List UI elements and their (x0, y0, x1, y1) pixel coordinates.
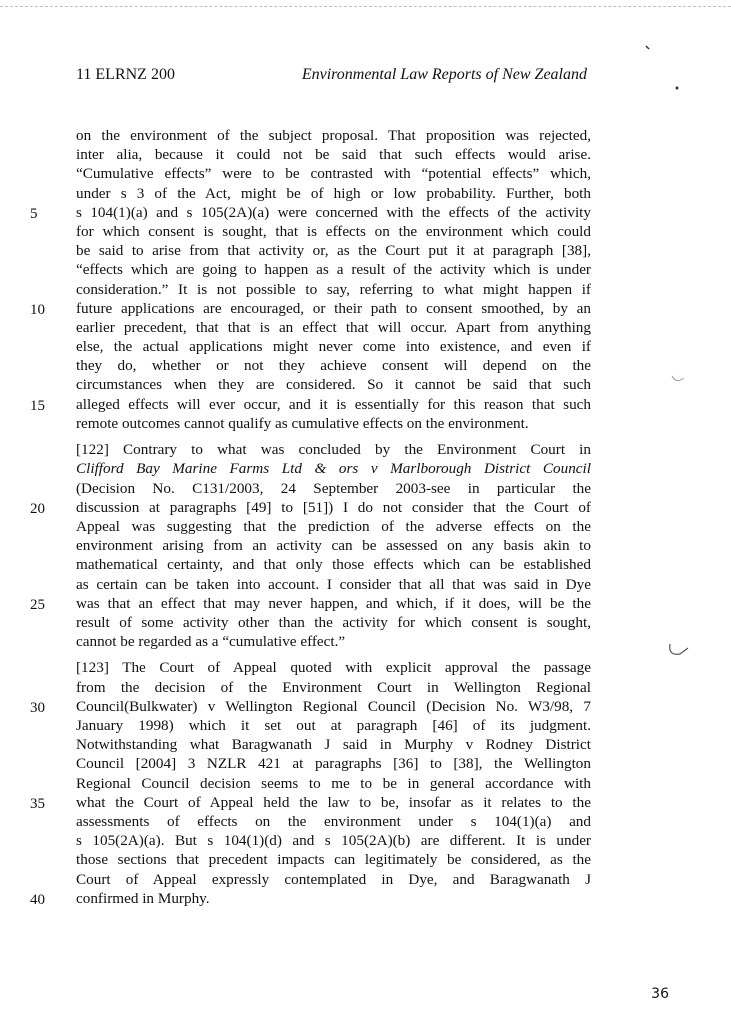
running-header (76, 66, 587, 88)
text-line: result of some activity other than the activity for which consent is sought, (76, 613, 591, 631)
text-line: “Cumulative effects” were to be contrasted with “potential effects” which, (76, 165, 591, 183)
text-line: they do, whether or not they achieve consent will depend on the (76, 357, 591, 375)
text-line: Council(Bulkwater) v Wellington Regional Council (Decision No. W3/98, 7 (76, 697, 591, 715)
text-line: what the Court of Appeal held the law to be, insofar as it relates to the (76, 793, 591, 811)
text-line: be said to arise from that activity or, as the Court put it at paragraph [38], (76, 242, 591, 260)
judgment-body (76, 126, 591, 908)
text-line: from the decision of the Environment Court in Wellington Regional (76, 678, 591, 696)
line-number: 35 (30, 796, 45, 812)
scan-speck-marks (668, 368, 698, 398)
text-line: mathematical certainty, and that only those effects which can be established (76, 556, 591, 574)
line-number: 25 (30, 597, 45, 613)
text-line: as certain can be taken into account. I consider that all that was said in Dye (76, 575, 591, 593)
text-line: was that an effect that may never happen, and which, if it does, will be the (76, 594, 591, 612)
line-number: 20 (30, 501, 45, 517)
text-line: “effects which are going to happen as a result of the activity which is under (76, 261, 591, 279)
paragraph-123 (76, 658, 591, 907)
text-line: Court of Appeal expressly contemplated in Dye, and Baragwanath J (76, 870, 591, 888)
text-line: earlier precedent, that that is an effect that will occur. Apart from anything (76, 318, 591, 336)
scan-top-rule (0, 6, 731, 7)
text-line: under s 3 of the Act, might be of high or low probability. Further, both (76, 184, 591, 202)
text-line: consideration.” It is not possible to say, referring to what might happen if (76, 280, 591, 298)
paragraph-122 (76, 440, 591, 651)
text-line: environment arising from an activity can be assessed on any basis akin to (76, 537, 591, 555)
running-head-citation: 11 ELRNZ 200 (76, 66, 175, 83)
text-line: circumstances when they are considered. So it cannot be said that such (76, 376, 591, 394)
paragraph-continued (76, 126, 591, 433)
text-line: alleged effects will ever occur, and it is essentially for this reason that such (76, 395, 591, 413)
text-line: Council [2004] 3 NZLR 421 at paragraphs [36] to [38], the Wellington (76, 755, 591, 773)
page-number: 36 (651, 986, 669, 1002)
text-line: s 104(1)(a) and s 105(2A)(a) were concerned with the effects of the activity (76, 203, 591, 221)
text-line: (Decision No. C131/2003, 24 September 2003-see in particular the (76, 479, 591, 497)
text-line: Notwithstanding what Baragwanath J said in Murphy v Rodney District (76, 736, 591, 754)
text-line: future applications are encouraged, or their path to consent smoothed, by an (76, 299, 591, 317)
running-head-publication: Environmental Law Reports of New Zealand (301, 66, 587, 83)
text-line: those sections that precedent impacts can legitimately be considered, as the (76, 851, 591, 869)
text-line: [122] Contrary to what was concluded by the Environment Court in (76, 441, 591, 459)
line-number: 5 (30, 206, 38, 222)
text-line: inter alia, because it could not be said that such effects would arise. (76, 146, 591, 164)
text-line: Clifford Bay Marine Farms Ltd & ors v Marlborough District Council (76, 460, 591, 478)
text-line: remote outcomes cannot qualify as cumulative effects on the environment. (76, 414, 529, 432)
text-line: Appeal was suggesting that the prediction of the adverse effects on the (76, 517, 591, 535)
line-number: 15 (30, 398, 45, 414)
text-line: confirmed in Murphy. (76, 889, 210, 907)
scan-speck-marks (640, 40, 690, 100)
text-line: cannot be regarded as a “cumulative effect.” (76, 633, 346, 651)
line-number: 10 (30, 302, 45, 318)
line-number: 30 (30, 700, 45, 716)
text-line: [123] The Court of Appeal quoted with explicit approval the passage (76, 659, 591, 677)
text-line: Regional Council decision seems to me to be in general accordance with (76, 774, 591, 792)
text-line: assessments of effects on the environment under s 104(1)(a) and (76, 812, 591, 830)
text-line: discussion at paragraphs [49] to [51]) I do not consider that the Court of (76, 498, 591, 516)
text-line: else, the actual applications might never come into existence, and even if (76, 338, 591, 356)
text-line: on the environment of the subject proposal. That proposition was rejected, (76, 127, 591, 144)
text-line: s 105(2A)(a). But s 104(1)(d) and s 105(2A)(b) are different. It is under (76, 832, 591, 850)
text-line: January 1998) which it set out at paragraph [46] of its judgment. (76, 717, 591, 734)
scan-speck-marks (664, 640, 698, 670)
text-line: for which consent is sought, that is effects on the environment which could (76, 222, 591, 240)
line-number: 40 (30, 892, 45, 908)
